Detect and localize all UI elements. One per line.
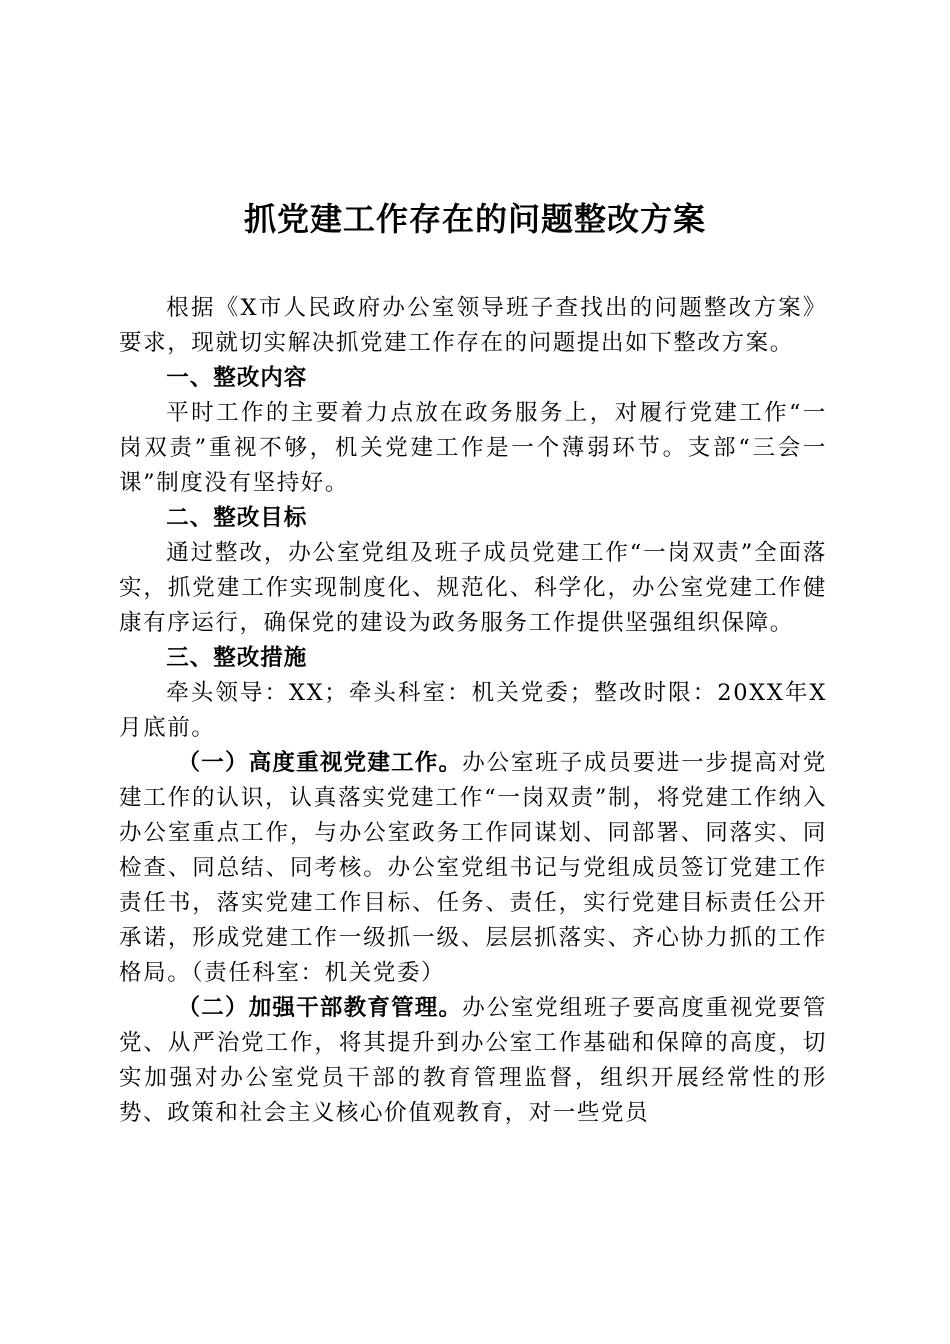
document-title: 抓党建工作存在的问题整改方案 [243, 200, 706, 238]
section-paragraph-content: 平时工作的主要着力点放在政务服务上，对履行党建工作“一岗双责”重视不够，机关党建工作是一个薄弱环节。支部“三会一课”制度没有坚持好。 [119, 400, 827, 496]
document-body [119, 291, 827, 1131]
section-heading-content: 一、整改内容 [166, 365, 308, 391]
section-paragraph-goal: 通过整改，办公室党组及班子成员党建工作“一岗双责”全面落实，抓党建工作实现制度化、规范化、科学化，办公室党建工作健康有序运行，确保党的建设为政务服务工作提供坚强组织保障。 [119, 540, 827, 636]
intro-paragraph: 根据《X市人民政府办公室领导班子查找出的问题整改方案》要求，现就切实解决抓党建工作存在的问题提出如下整改方案。 [119, 295, 827, 356]
measure-item [119, 746, 827, 991]
measure-title: （一）高度重视党建工作。 [177, 750, 463, 776]
measure-text: 办公室党组班子要高度重视党要管党、从严治党工作，将其提升到办公室工作基础和保障的高度，切实加强对办公室党员干部的教育管理监督，组织开展经常性的形势、政策和社会主义核心价值观教育，对一些党员 [119, 995, 827, 1126]
section-heading-measures: 三、整改措施 [166, 645, 308, 671]
measure-text: 办公室班子成员要进一步提高对党建工作的认识，认真落实党建工作“一岗双责”制，将党建工作纳入办公室重点工作，与办公室政务工作同谋划、同部署、同落实、同检查、同总结、同考核。办公室党组书记与党组成员签订党建工作责任书，落实党建工作目标、任务、责任，实行党建目标责任公开承诺，形成党建工作一级抓一级、层层抓落实、齐心协力抓的工作格局。（责任科室：机关党委） [119, 750, 827, 986]
section-heading-goal: 二、整改目标 [166, 505, 308, 531]
measure-title: （二）加强干部教育管理。 [177, 995, 463, 1021]
section-paragraph-measures: 牵头领导：XX；牵头科室：机关党委；整改时限：20XX年X月底前。 [119, 680, 827, 741]
measure-item [119, 991, 827, 1131]
